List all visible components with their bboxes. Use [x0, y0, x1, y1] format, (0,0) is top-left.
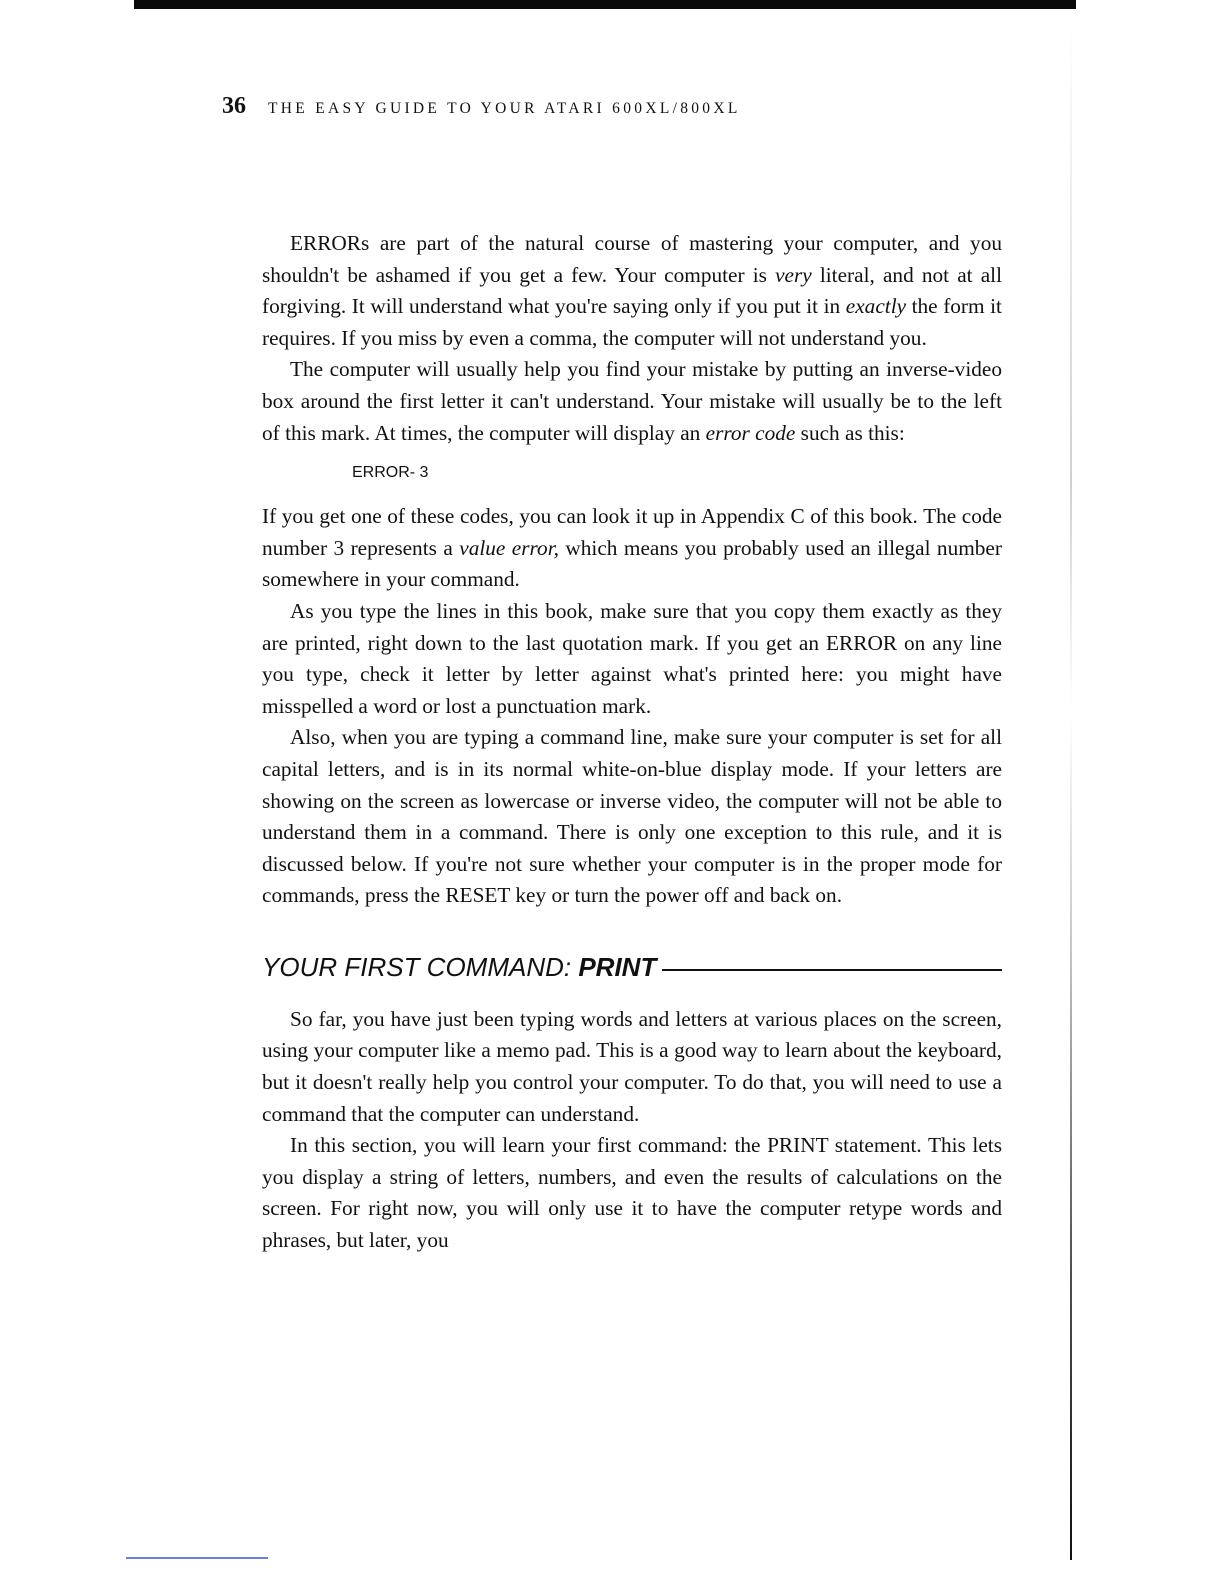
text-run: such as this: — [795, 420, 905, 445]
heading-prefix: YOUR FIRST COMMAND: — [262, 951, 579, 982]
paragraph-appendix — [262, 501, 1002, 596]
running-title: THE EASY GUIDE TO YOUR ATARI 600XL/800XL — [268, 100, 741, 117]
text-run: ERRORs are part of the natural course of mastering your computer, and you shouldn't be ashamed if you get a few. Your computer is — [262, 231, 1002, 287]
text-run: The computer will usually help you find your mistake by putting an inverse-video box around the first letter it can't understand. Your mistake will usually be to the left of this mark. At times, the computer will display an — [262, 357, 1002, 445]
emphasis: very — [775, 262, 812, 287]
emphasis: exactly — [845, 294, 907, 319]
heading-bold: PRINT — [578, 951, 657, 982]
scan-edge-top — [134, 0, 1076, 9]
page-number: 36 — [222, 93, 246, 119]
code-example: ERROR- 3 — [352, 464, 429, 482]
text-run: the form it requires. If you miss by even a comma, the computer will not understand you. — [262, 294, 1002, 350]
text-run: If you get one of these codes, you can look it up in Appendix C of this book. The code number 3 represents a — [262, 504, 1002, 560]
page-body — [262, 228, 1002, 1257]
paragraph-copy-lines: As you type the lines in this book, make sure that you copy them exactly as they are printed, right down to the last quotation mark. If you get an ERROR on any line you type, check it letter by letter against what's printed here: you might have misspelled a word or lost a punctuation mark. — [262, 598, 1002, 718]
paragraph-inverse-video — [262, 354, 1002, 449]
text-run: which means you probably used an illegal number somewhere in your command. — [262, 535, 1002, 592]
text-run: literal, and not at all forgiving. It will understand what you're saying only if you put it in — [262, 262, 1002, 319]
paragraph-errors — [262, 228, 1002, 354]
heading-rule — [662, 969, 1002, 971]
paragraph-print-statement: In this section, you will learn your first command: the PRINT statement. This lets you display a string of letters, numbers, and even the results of calculations on the screen. For right now, you will only use it to have the computer retype words and phrases, but later, you — [262, 1133, 1002, 1253]
scan-mark-bottom — [126, 1557, 268, 1559]
section-heading — [262, 950, 1002, 984]
emphasis: value error, — [459, 535, 559, 560]
emphasis: error code — [705, 420, 796, 445]
paragraph-memo-pad: So far, you have just been typing words and letters at various places on the screen, using your computer like a memo pad. This is a good way to learn about the keyboard, but it doesn't really help you control your computer. To do that, you will need to use a command that the computer can understand. — [262, 1006, 1002, 1126]
paragraph-capital-letters: Also, when you are typing a command line, make sure your computer is set for all capital letters, and is in its normal white-on-blue display mode. If your letters are showing on the screen as lowercase or inverse video, the computer will not be able to understand them in a command. There is only one exception to this rule, and it is discussed below. If you're not sure whether your computer is in the proper mode for commands, press the RESET key or turn the power off and back on. — [262, 725, 1002, 908]
scan-edge-right — [1070, 20, 1072, 1560]
running-head — [222, 93, 741, 120]
